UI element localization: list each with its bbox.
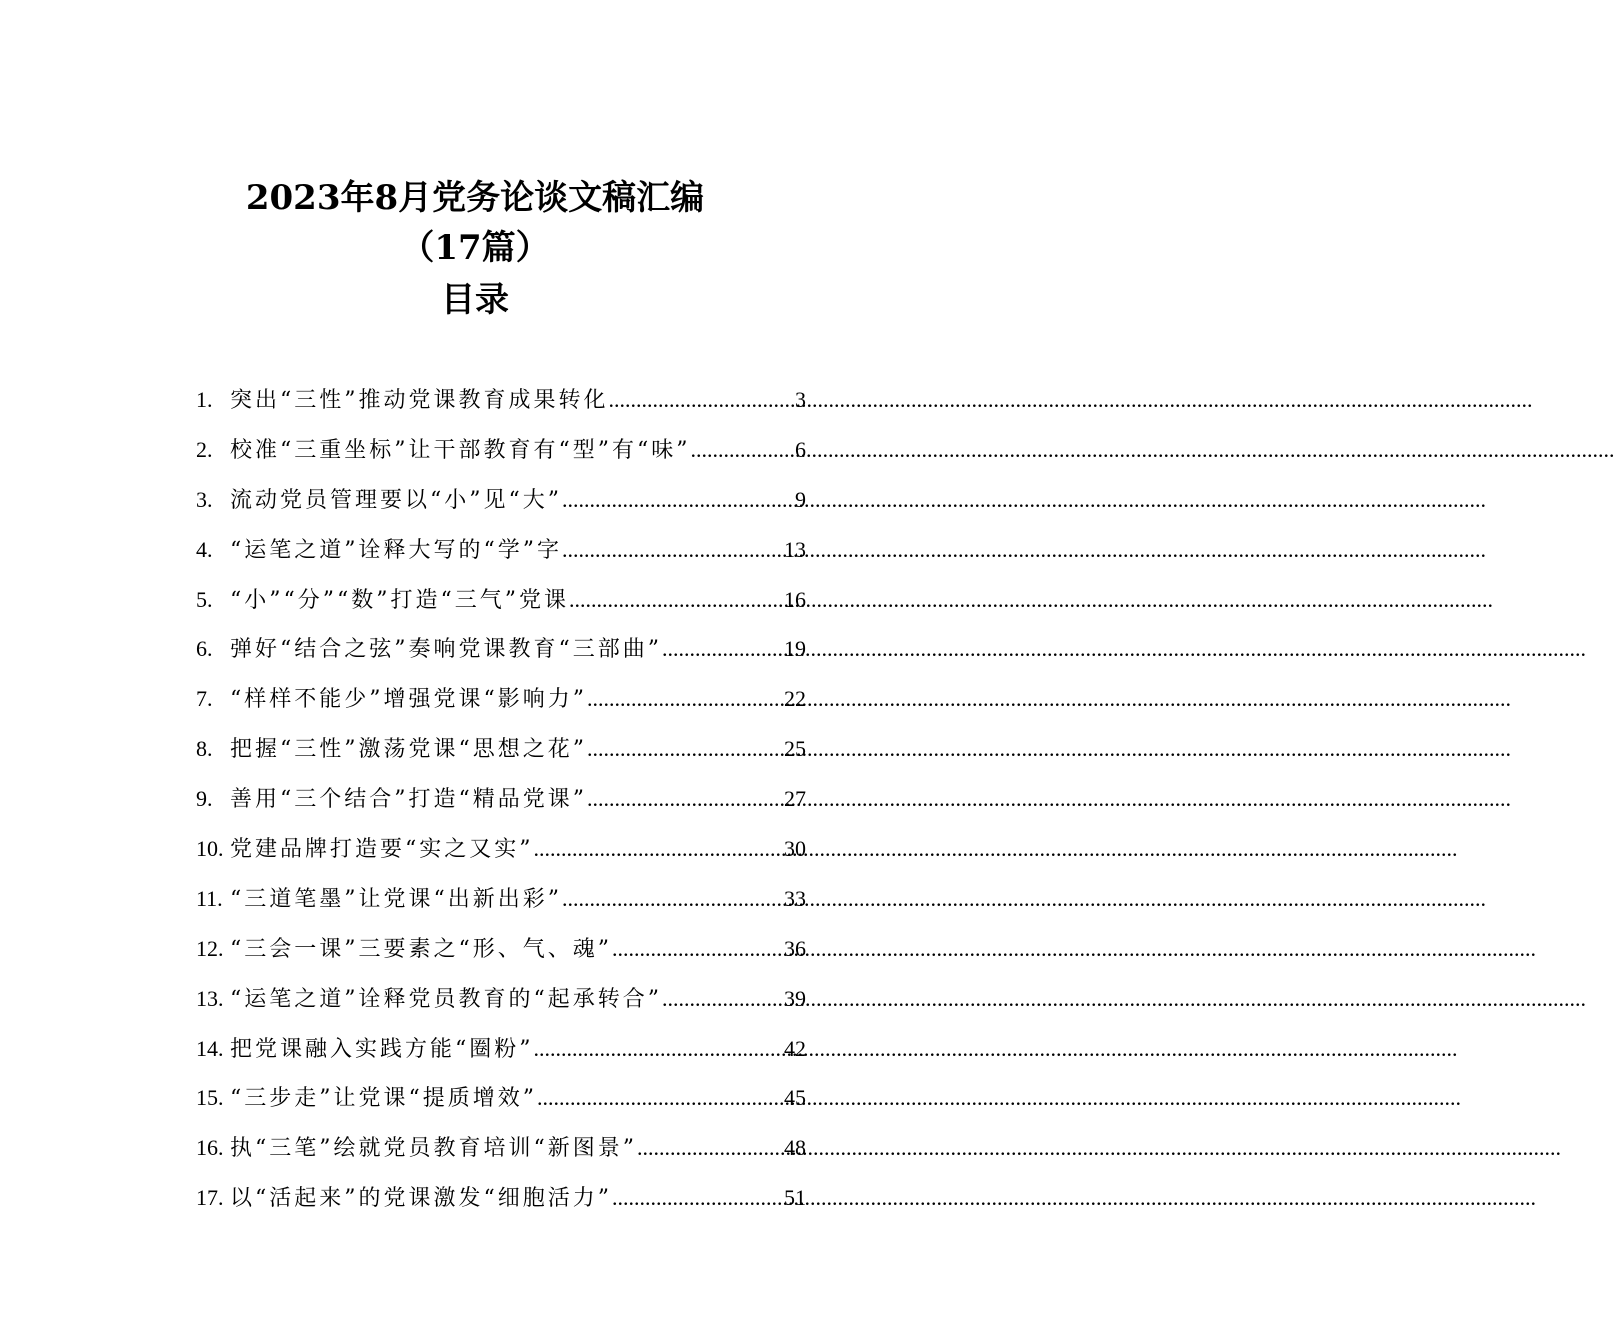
toc-entry-title: 校准“三重坐标”让干部教育有“型”有“味” (230, 437, 691, 463)
toc-leader-dots (612, 929, 784, 969)
toc-entry-number: 6. (196, 636, 213, 662)
toc-entry-page: 45 (784, 1085, 806, 1111)
toc-entry-title: “三会一课”三要素之“形、气、魂” (230, 936, 612, 962)
toc-entry[interactable] (196, 1128, 806, 1178)
document-title: 2023年8月党务论谈文稿汇编 (245, 178, 705, 218)
toc-entry-number: 2. (196, 436, 213, 462)
toc-leader-dots (569, 580, 784, 620)
toc-leader-dots (534, 829, 785, 869)
toc-entry-number: 8. (196, 736, 213, 762)
toc-leader-dots (562, 530, 784, 570)
toc-entry[interactable] (196, 679, 806, 729)
toc-entry-title: 善用“三个结合”打造“精品党课” (230, 787, 587, 813)
toc-heading: 目录 (441, 280, 509, 320)
toc-entry[interactable] (196, 580, 806, 630)
toc-entry-page: 3 (795, 387, 806, 412)
toc-entry-title: “三道笔墨”让党课“出新出彩” (230, 886, 562, 912)
toc-entry-title: 把握“三性”激荡党课“思想之花” (230, 737, 587, 763)
toc-entry-title: 党建品牌打造要“实之又实” (230, 837, 534, 863)
toc-entry-number: 11. (196, 885, 223, 911)
toc-leader-dots (562, 480, 795, 520)
toc-entry-number: 10. (196, 836, 224, 862)
toc-entry-title: 执“三笔”绘就党员教育培训“新图景” (230, 1136, 637, 1162)
toc-entry-title: “运笔之道”诠释党员教育的“起承转合” (230, 986, 662, 1012)
toc-entry-number: 1. (196, 387, 213, 412)
toc-entry-number: 12. (196, 935, 224, 961)
toc-entry-page: 9 (795, 486, 806, 512)
toc-entry[interactable] (196, 530, 806, 580)
toc-entry[interactable] (196, 729, 806, 779)
toc-leader-dots (537, 1078, 784, 1118)
toc-entry-page: 42 (784, 1035, 806, 1061)
toc-entry-page: 33 (784, 885, 806, 911)
toc-entry-title: 把党课融入实践方能“圈粉” (230, 1036, 534, 1062)
toc-entry-title: “小”“分”“数”打造“三气”党课 (230, 587, 569, 613)
toc-entry-title: “三步走”让党课“提质增效” (230, 1086, 537, 1112)
toc-leader-dots (662, 629, 784, 669)
toc-entry-number: 15. (196, 1085, 224, 1111)
toc-leader-dots (662, 979, 784, 1019)
toc-leader-dots (587, 729, 784, 769)
toc-entry-number: 14. (196, 1035, 224, 1061)
toc-entry-title: 弹好“结合之弦”奏响党课教育“三部曲” (230, 637, 662, 663)
toc-leader-dots (637, 1128, 784, 1168)
toc-entry-number: 13. (196, 985, 224, 1011)
toc-entry[interactable] (196, 480, 806, 530)
toc-entry-page: 16 (784, 586, 806, 612)
toc-entry[interactable] (196, 1078, 806, 1128)
toc-entry-title: “样样不能少”增强党课“影响力” (230, 687, 587, 713)
toc-entry[interactable] (196, 779, 806, 829)
toc-entry-page: 48 (784, 1135, 806, 1161)
toc-leader-dots (534, 1029, 785, 1069)
toc-entry[interactable] (196, 380, 806, 430)
toc-entry-page: 27 (784, 786, 806, 812)
toc-entry[interactable] (196, 879, 806, 929)
toc-entry-number: 4. (196, 536, 213, 562)
toc-leader-dots (562, 879, 784, 919)
toc-entry-title: “运笔之道”诠释大写的“学”字 (230, 537, 562, 563)
toc-entry-title: 流动党员管理要以“小”见“大” (230, 487, 562, 513)
toc-entry-title: 突出“三性”推动党课教育成果转化 (230, 388, 609, 413)
toc-entry[interactable] (196, 629, 806, 679)
toc-entry-page: 25 (784, 736, 806, 762)
toc-entry-number: 9. (196, 786, 213, 812)
toc-entry-number: 3. (196, 486, 213, 512)
toc-entry[interactable] (196, 929, 806, 979)
toc-entry-page: 19 (784, 636, 806, 662)
document-subtitle: （17篇） (400, 228, 550, 268)
toc-entry-page: 13 (784, 536, 806, 562)
table-of-contents (196, 380, 806, 1228)
toc-leader-dots (587, 779, 784, 819)
toc-entry[interactable] (196, 829, 806, 879)
toc-leader-dots (587, 679, 784, 719)
toc-entry-page: 39 (784, 985, 806, 1011)
toc-leader-dots (612, 1178, 784, 1218)
toc-entry-page: 30 (784, 836, 806, 862)
toc-leader-dots (690, 430, 795, 470)
toc-entry-page: 36 (784, 935, 806, 961)
toc-entry-page: 51 (784, 1185, 806, 1211)
toc-entry-number: 7. (196, 686, 213, 712)
toc-entry-page: 6 (795, 436, 806, 462)
toc-entry[interactable] (196, 430, 806, 480)
toc-entry[interactable] (196, 1178, 806, 1228)
toc-entry-number: 16. (196, 1135, 224, 1161)
toc-entry-title: 以“活起来”的党课激发“细胞活力” (230, 1186, 612, 1212)
toc-entry-number: 5. (196, 586, 213, 612)
toc-entry[interactable] (196, 979, 806, 1029)
toc-entry-page: 22 (784, 686, 806, 712)
toc-leader-dots (609, 380, 796, 420)
toc-entry[interactable] (196, 1029, 806, 1079)
toc-entry-number: 17. (196, 1185, 224, 1211)
